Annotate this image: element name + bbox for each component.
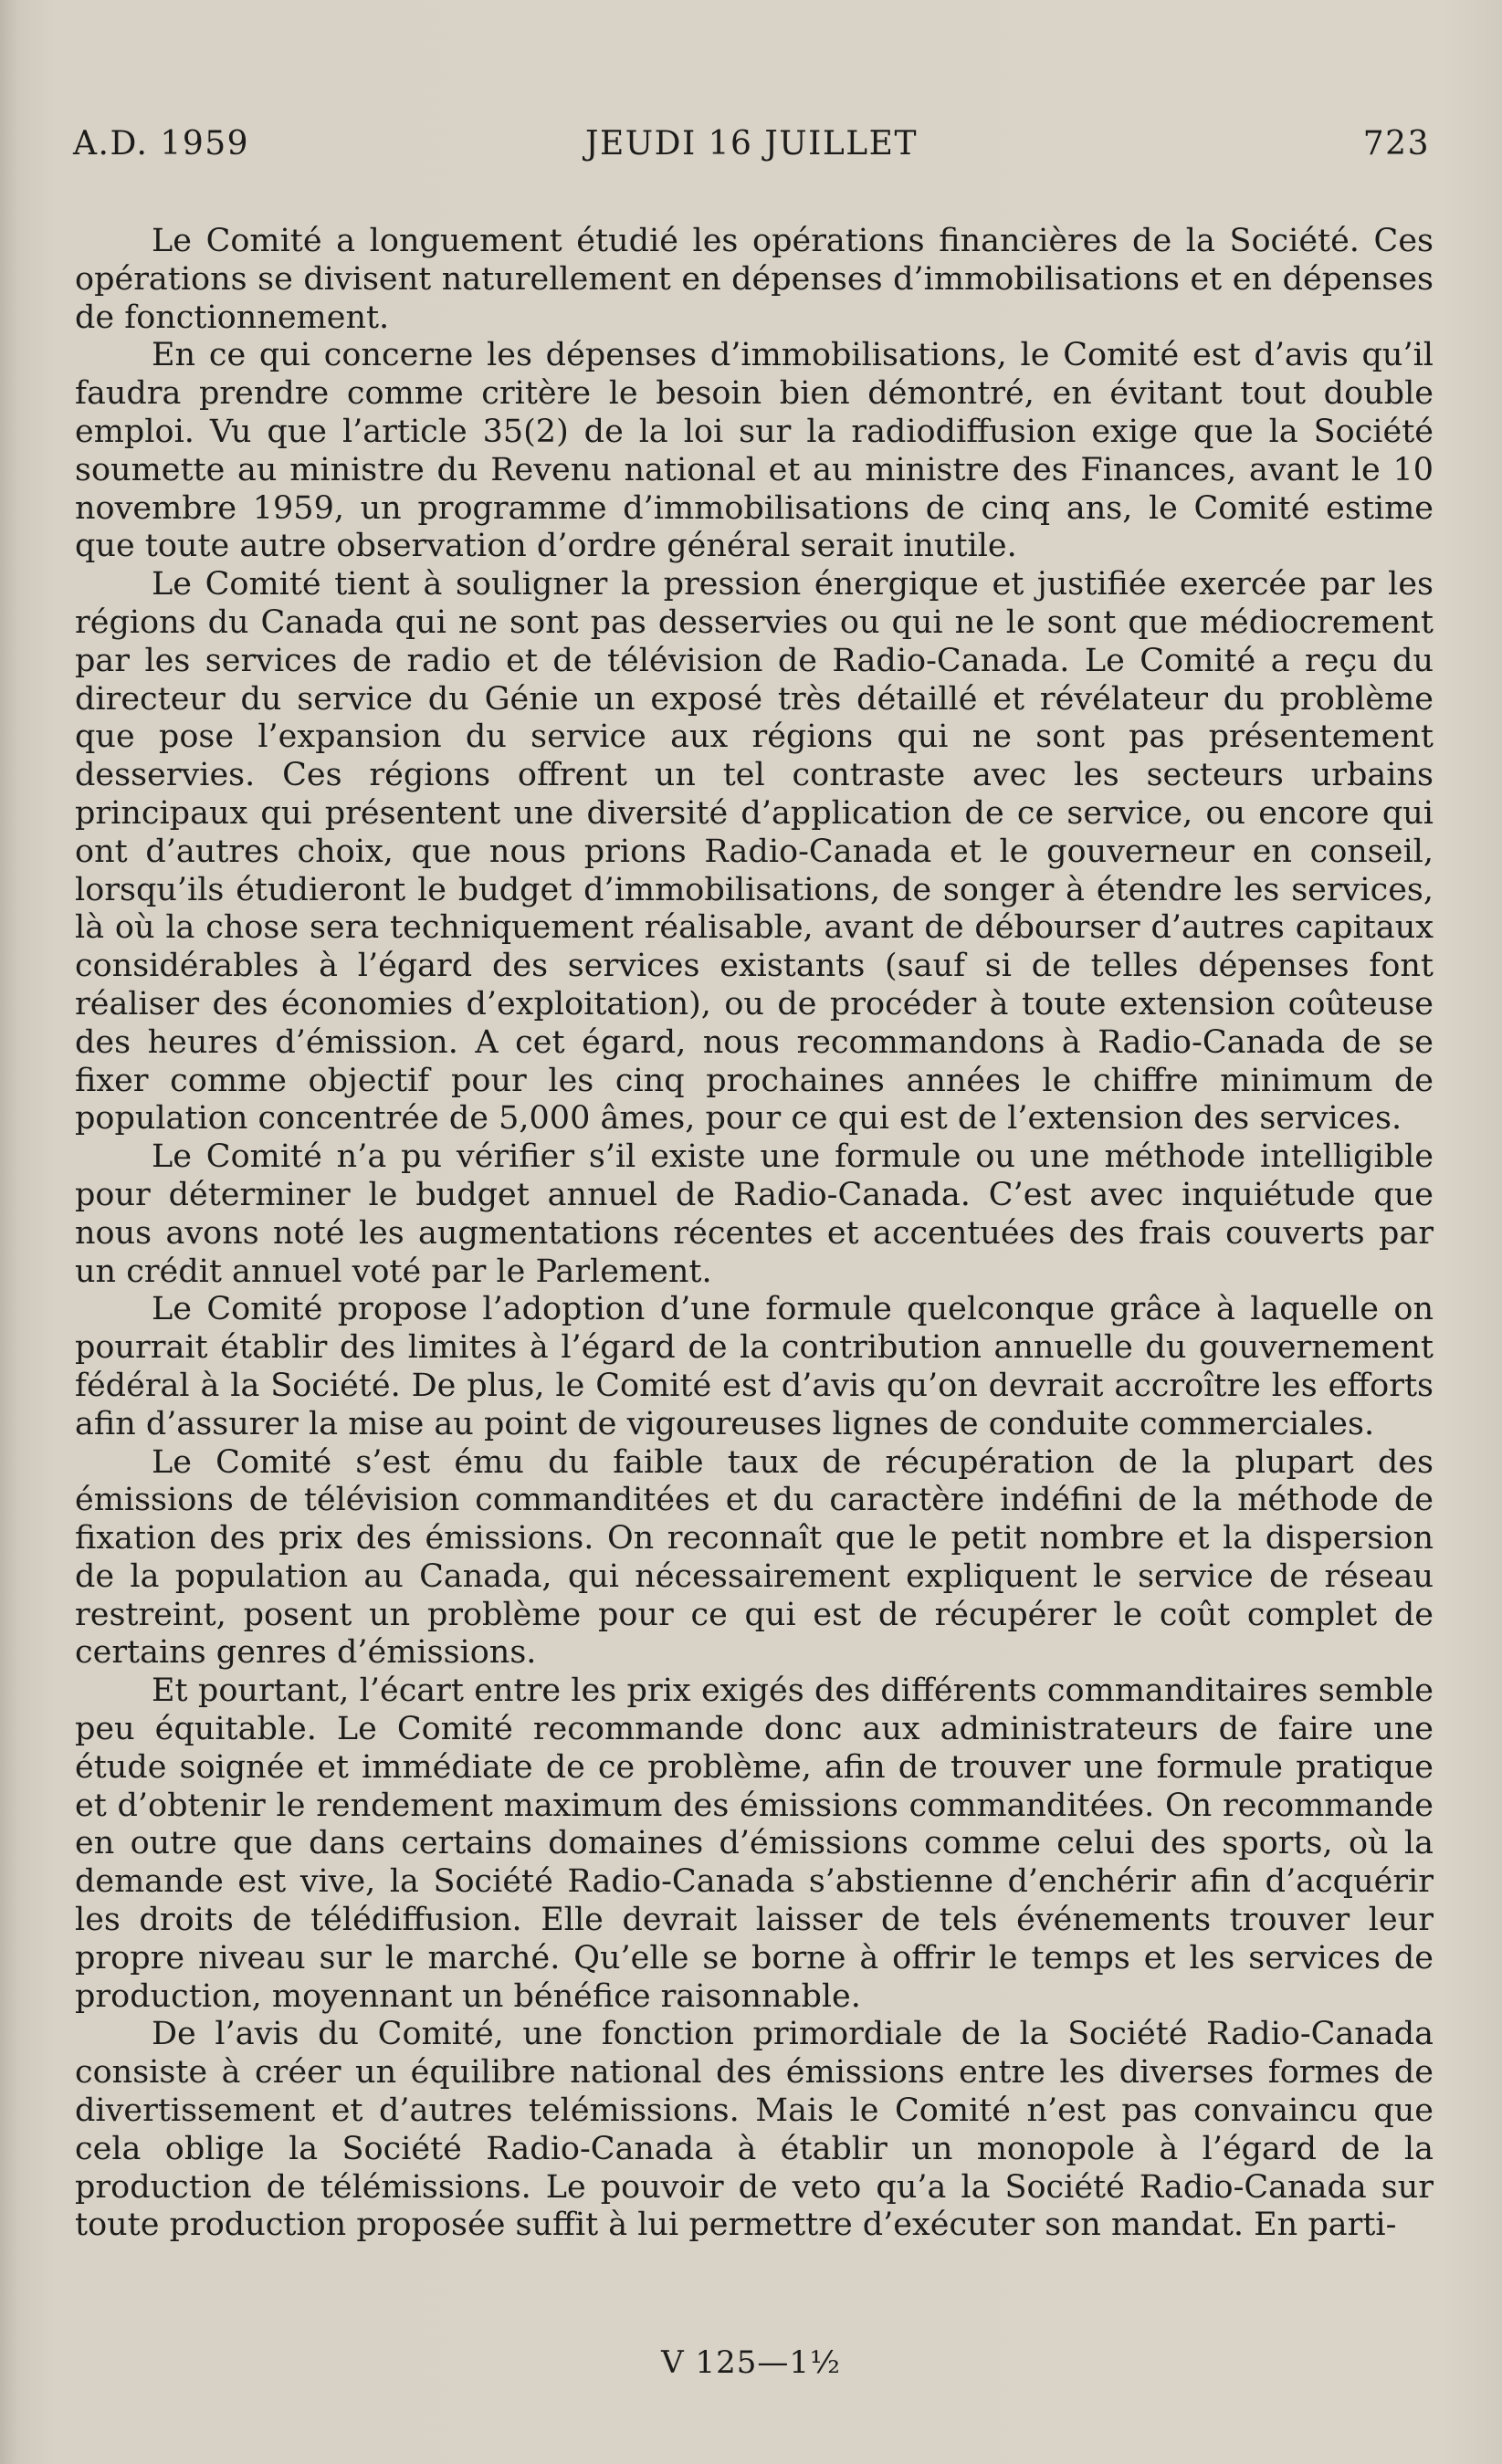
header-date: JEUDI 16 JUILLET [585, 125, 918, 163]
header-year: A.D. 1959 [73, 125, 250, 163]
body-text [75, 223, 1434, 2245]
header-page-number: 723 [1362, 125, 1430, 163]
paragraph: Le Comité s’est ému du faible taux de récupération de la plupart des émissions de télévision commanditées et du caractère indéfini de la méthode de fixation des prix des émissions. On reconnaît que le petit nombre et la dispersion de la population au Canada, qui nécessairement expliquent le service de réseau restreint, posent un problème pour ce qui est de récupérer le coût complet de certains genres d’émissions. [75, 1443, 1434, 1672]
page-header [73, 125, 1430, 169]
page-footer-signature: V 125—1½ [661, 2344, 841, 2381]
paragraph: Le Comité propose l’adoption d’une formule quelconque grâce à laquelle on pourrait établir des limites à l’égard de la contribution annuelle du gouvernement fédéral à la Société. De plus, le Comité est d’avis qu’on devrait accroître les efforts afin d’assurer la mise au point de vigoureuses lignes de conduite commerciales. [75, 1291, 1434, 1442]
paragraph: En ce qui concerne les dépenses d’immobilisations, le Comité est d’avis qu’il faudra prendre comme critère le besoin bien démontré, en évitant tout double emploi. Vu que l’article 35(2) de la loi sur la radiodiffusion exige que la Société soumette au ministre du Revenu national et au ministre des Finances, avant le 10 novembre 1959, un programme d’immobilisations de cinq ans, le Comité estime que toute autre observation d’ordre général serait inutile. [75, 337, 1434, 565]
paragraph: Le Comité tient à souligner la pression énergique et justifiée exercée par les régions du Canada qui ne sont pas desservies ou qui ne le sont que médiocrement par les services de radio et de télévision de Radio-Canada. Le Comité a reçu du directeur du service du Génie un exposé très détaillé et révélateur du problème que pose l’expansion du service aux régions qui ne sont pas présentement desservies. Ces régions offrent un tel contraste avec les secteurs urbains principaux qui présentent une diversité d’application de ce service, ou encore qui ont d’autres choix, que nous prions Radio-Canada et le gouverneur en conseil, lorsqu’ils étudieront le budget d’immobilisations, de songer à étendre les services, là où la chose sera techniquement réalisable, avant de débourser d’autres capitaux considérables à l’égard des services existants (sauf si de telles dépenses font réaliser des économies d’exploitation), ou de procéder à toute extension coûteuse des heures d’émission. A cet égard, nous recommandons à Radio-Canada de se fixer comme objectif pour les cinq prochaines années le chiffre minimum de population concentrée de 5,000 âmes, pour ce qui est de l’extension des services. [75, 566, 1434, 1138]
paragraph: Et pourtant, l’écart entre les prix exigés des différents commanditaires semble peu équitable. Le Comité recommande donc aux administrateurs de faire une étude soignée et immédiate de ce problème, afin de trouver une formule pratique et d’obtenir le rendement maximum des émissions commanditées. On recommande en outre que dans certains domaines d’émissions comme celui des sports, où la demande est vive, la Société Radio-Canada s’abstienne d’enchérir afin d’acquérir les droits de télédiffusion. Elle devrait laisser de tels événements trouver leur propre niveau sur le marché. Qu’elle se borne à offrir le temps et les services de production, moyennant un bénéfice raisonnable. [75, 1672, 1434, 2015]
paragraph: Le Comité a longuement étudié les opérations financières de la Société. Ces opérations se divisent naturellement en dépenses d’immobilisations et en dépenses de fonctionnement. [75, 223, 1434, 336]
paragraph: De l’avis du Comité, une fonction primordiale de la Société Radio-Canada consiste à créer un équilibre national des émissions entre les diverses formes de divertissement et d’autres telémissions. Mais le Comité n’est pas convaincu que cela oblige la Société Radio-Canada à établir un monopole à l’égard de la production de télémissions. Le pouvoir de veto qu’a la Société Radio-Canada sur toute production proposée suffit à lui permettre d’exécuter son mandat. En parti- [75, 2016, 1434, 2244]
paragraph: Le Comité n’a pu vérifier s’il existe une formule ou une méthode intelligible pour déterminer le budget annuel de Radio-Canada. C’est avec inquiétude que nous avons noté les augmentations récentes et accentuées des frais couverts par un crédit annuel voté par le Parlement. [75, 1138, 1434, 1290]
